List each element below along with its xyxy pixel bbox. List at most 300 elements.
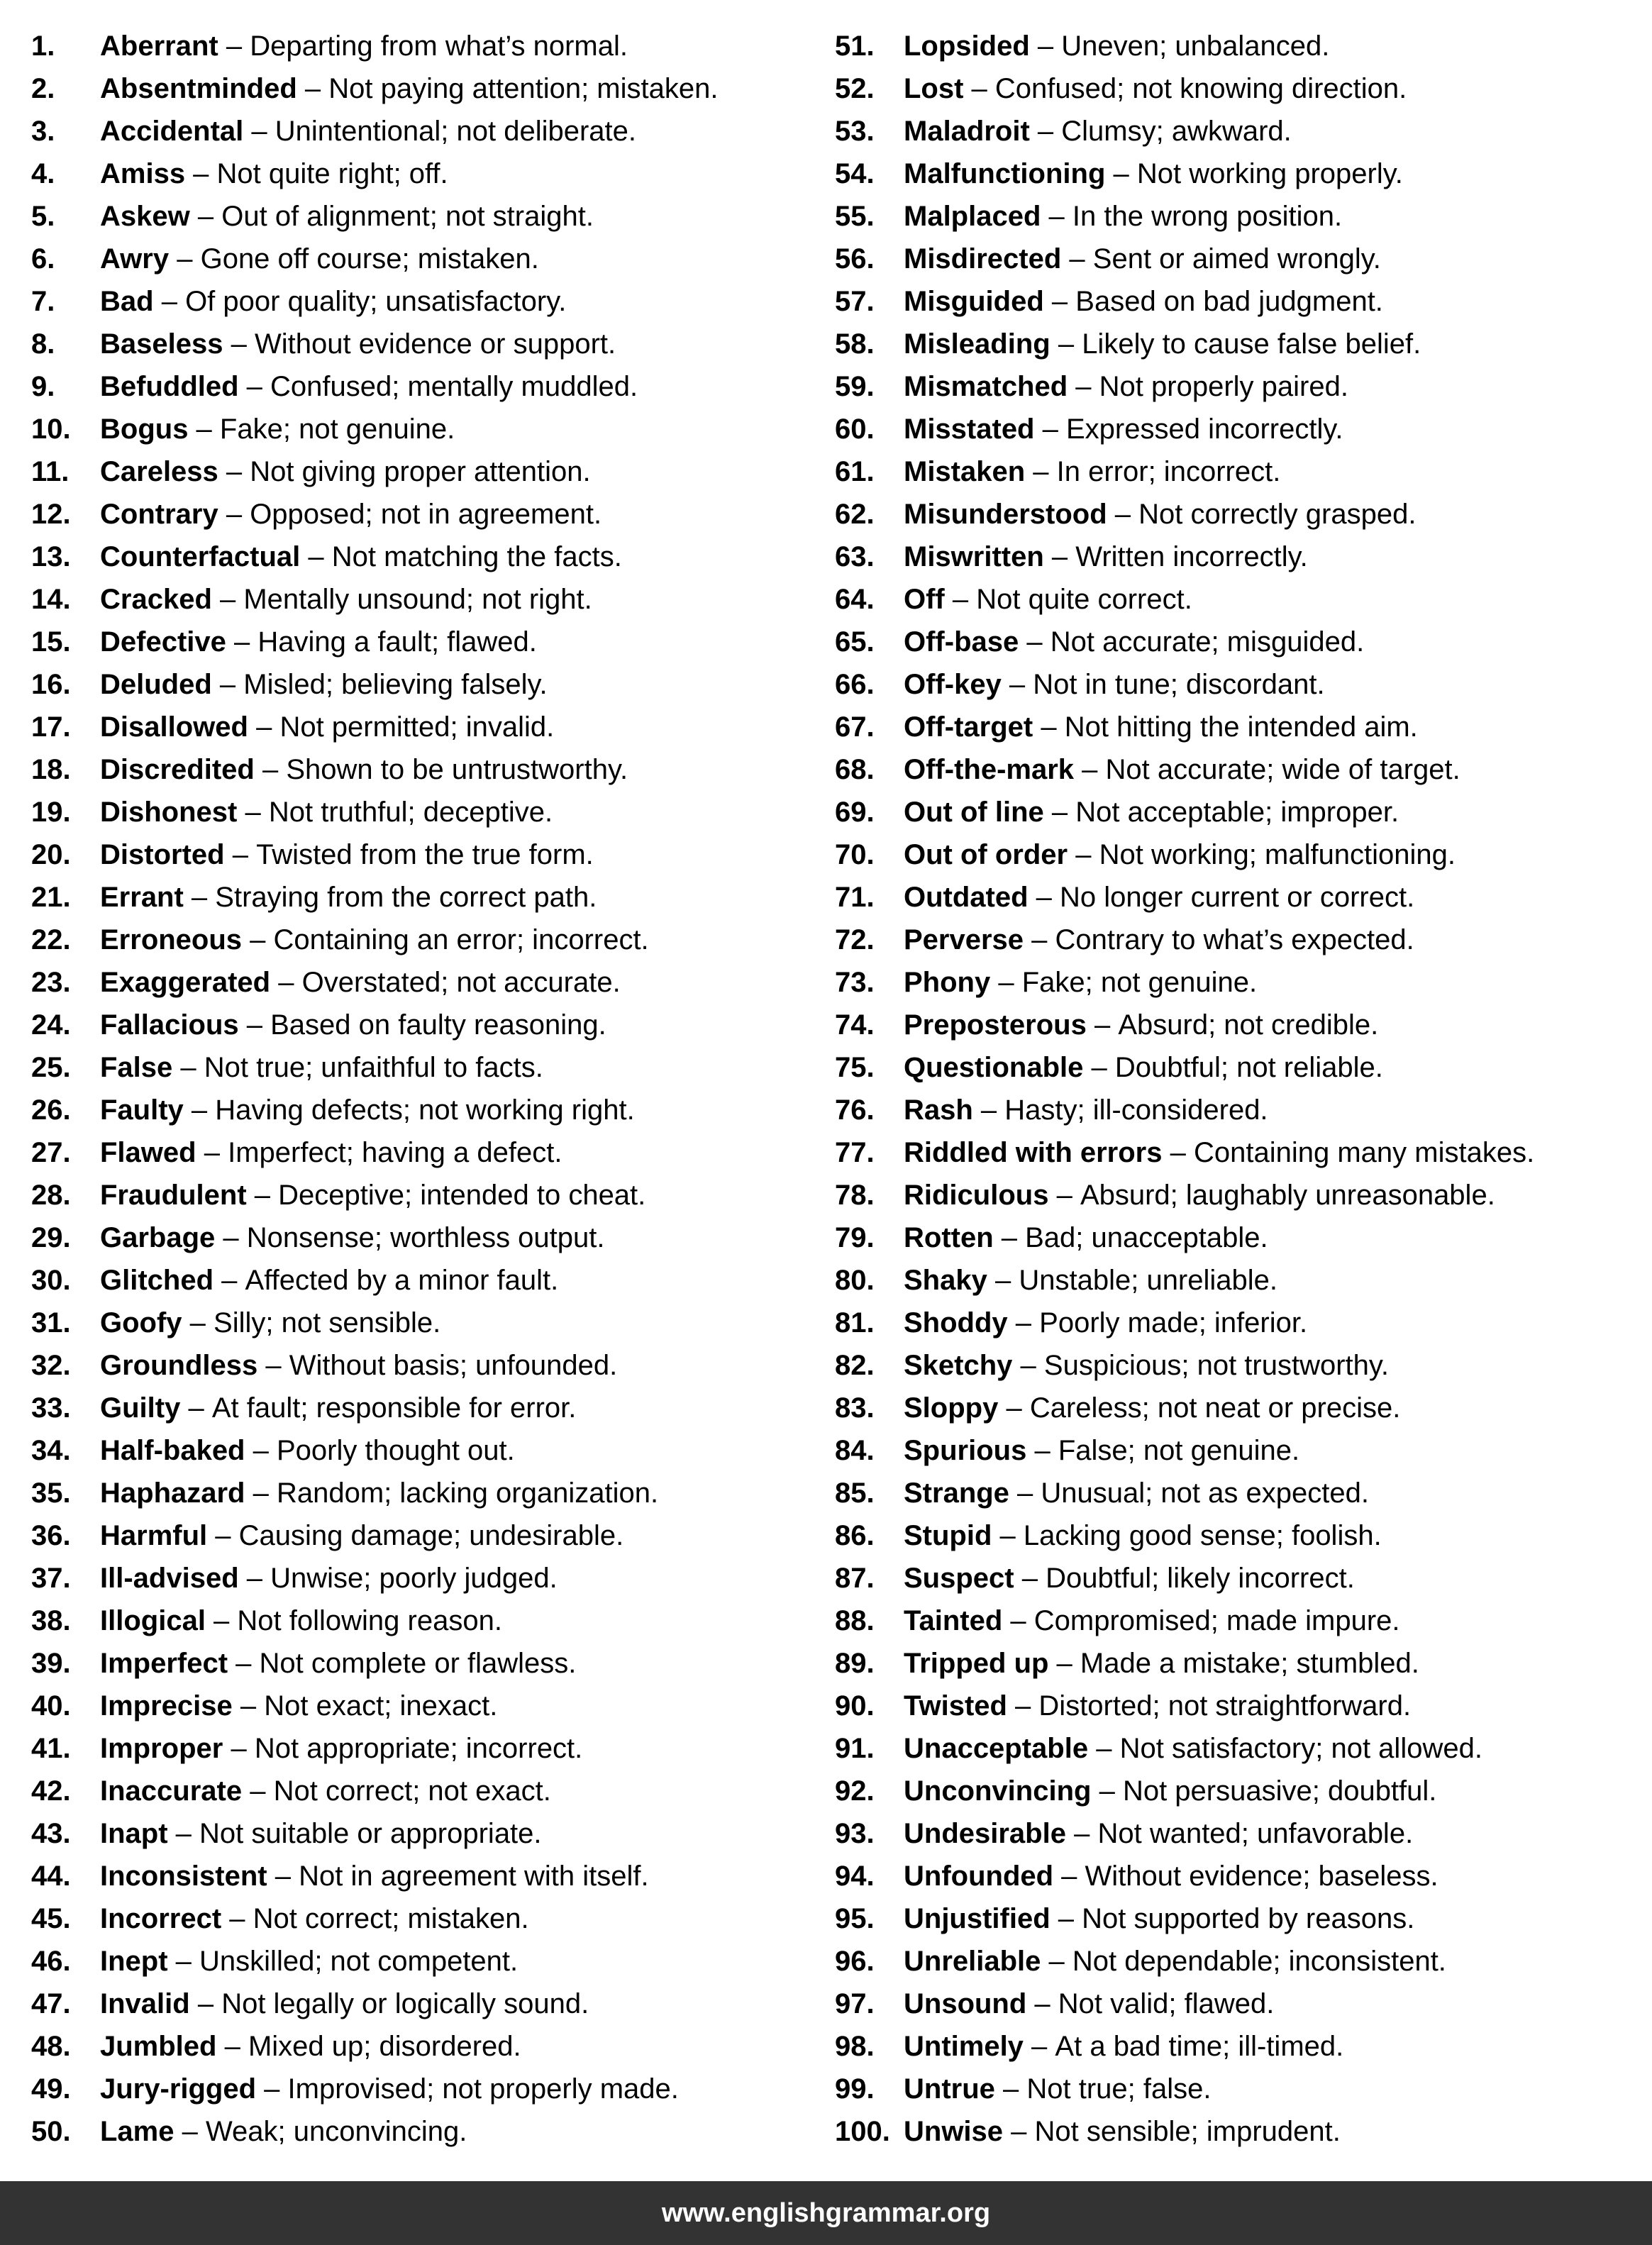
list-item [31,1219,819,1261]
item-word: Goofy [100,1307,182,1338]
item-word: Maladroit [904,116,1030,147]
item-number: 31. [31,1307,71,1338]
item-number: 20. [31,839,71,870]
item-word: Invalid [100,1988,190,2019]
list-item [835,112,1636,155]
list-item [31,1474,819,1517]
item-definition: Not valid; flawed. [1058,1988,1275,2019]
item-number: 32. [31,1350,71,1381]
item-separator: – [1091,1775,1123,1807]
list-item [31,1091,819,1133]
item-separator: – [218,31,250,62]
item-separator: – [189,1988,222,2019]
item-number: 75. [835,1052,875,1083]
item-number: 83. [835,1392,875,1424]
item-separator: – [1107,499,1139,530]
item-word: Unjustified [904,1903,1050,1934]
item-definition: Unwise; poorly judged. [270,1563,558,1594]
item-definition: Containing an error; incorrect. [273,924,649,955]
item-word: Faulty [100,1094,184,1126]
list-item [31,1602,819,1644]
item-number: 85. [835,1478,875,1509]
item-definition: Based on faulty reasoning. [270,1009,606,1041]
item-word: Ill-advised [100,1563,239,1594]
item-number: 42. [31,1775,71,1807]
item-word: Miswritten [904,541,1044,572]
item-word: Twisted [904,1690,1007,1722]
item-word: Improper [100,1733,223,1764]
item-number: 59. [835,371,875,402]
item-number: 79. [835,1222,875,1253]
item-number: 35. [31,1478,71,1509]
item-word: Off-key [904,669,1002,700]
item-separator: – [228,1648,260,1679]
item-definition: Careless; not neat or precise. [1029,1392,1401,1424]
item-definition: Poorly thought out. [276,1435,515,1466]
list-item [31,1389,819,1431]
item-definition: Imperfect; having a defect. [228,1137,562,1168]
item-separator: – [196,1137,228,1168]
item-definition: Departing from what’s normal. [250,31,628,62]
item-word: Amiss [100,158,186,189]
item-word: Sloppy [904,1392,999,1424]
footer-url[interactable]: www.englishgrammar.org [661,2197,991,2228]
item-separator: – [1041,1946,1072,1977]
item-word: Illogical [100,1605,206,1636]
item-separator: – [1023,2031,1055,2062]
list-item [31,1261,819,1304]
item-definition: No longer current or correct. [1060,882,1415,913]
item-separator: – [1043,286,1076,317]
item-number: 46. [31,1946,71,1977]
item-separator: – [1024,924,1055,955]
item-separator: – [1025,456,1057,487]
item-separator: – [238,371,271,402]
item-definition: Unintentional; not deliberate. [275,116,637,147]
item-number: 53. [835,116,875,147]
item-word: Dishonest [100,797,238,828]
item-number: 43. [31,1818,71,1849]
item-number: 37. [31,1563,71,1594]
item-separator: – [256,2073,288,2105]
item-definition: Not hitting the intended aim. [1064,711,1418,743]
list-item [835,1942,1636,1985]
list-item [835,27,1636,70]
item-definition: Distorted; not straightforward. [1038,1690,1412,1722]
item-separator: – [189,201,222,232]
item-definition: Not wanted; unfavorable. [1097,1818,1414,1849]
item-word: Mismatched [904,371,1068,402]
item-definition: Fake; not genuine. [219,414,455,445]
item-definition: Absurd; laughably unreasonable. [1080,1180,1495,1211]
list-item [835,921,1636,963]
item-definition: Not accurate; wide of target. [1105,754,1460,785]
item-number: 6. [31,243,55,275]
item-definition: Unstable; unreliable. [1019,1265,1278,1296]
item-definition: Not appropriate; incorrect. [254,1733,583,1764]
item-number: 78. [835,1180,875,1211]
item-number: 94. [835,1861,875,1892]
item-definition: Not exact; inexact. [264,1690,498,1722]
item-word: Untimely [904,2031,1024,2062]
item-separator: – [1048,1180,1080,1211]
item-definition: Not true; unfaithful to facts. [204,1052,543,1083]
item-separator: – [237,797,269,828]
item-word: Distorted [100,839,225,870]
item-separator: – [1014,1563,1046,1594]
item-separator: – [990,967,1022,998]
item-definition: Suspicious; not trustworthy. [1043,1350,1390,1381]
item-definition: Not working properly. [1136,158,1403,189]
item-definition: Absurd; not credible. [1118,1009,1379,1041]
list-item [31,1346,819,1389]
item-word: Off [904,584,945,615]
item-word: Bad [100,286,154,317]
item-definition: Without evidence; baseless. [1085,1861,1438,1892]
item-number: 16. [31,669,71,700]
list-item [31,1729,819,1772]
item-word: Off-the-mark [904,754,1075,785]
list-item [835,836,1636,878]
item-separator: – [153,286,186,317]
item-word: Malplaced [904,201,1041,232]
item-word: Unacceptable [904,1733,1089,1764]
item-word: Awry [100,243,170,275]
item-number: 29. [31,1222,71,1253]
list-item [31,282,819,325]
item-word: Inept [100,1946,168,1977]
item-number: 54. [835,158,875,189]
item-number: 88. [835,1605,875,1636]
list-item [835,453,1636,495]
list-item [31,665,819,708]
right-column [835,27,1636,2155]
list-item [835,1219,1636,1261]
list-item [31,1048,819,1091]
item-definition: Confused; mentally muddled. [270,371,638,402]
list-item [835,1474,1636,1517]
item-separator: – [1009,1478,1041,1509]
item-definition: Unskilled; not competent. [199,1946,519,1977]
item-separator: – [183,882,216,913]
item-number: 39. [31,1648,71,1679]
item-number: 38. [31,1605,71,1636]
list-item [835,1729,1636,1772]
list-item [835,1772,1636,1814]
item-separator: – [242,1775,274,1807]
item-definition: Lacking good sense; foolish. [1023,1520,1382,1551]
item-separator: – [238,1563,271,1594]
list-item [835,1644,1636,1687]
item-word: Phony [904,967,991,998]
item-number: 18. [31,754,71,785]
item-separator: – [1012,1350,1044,1381]
item-number: 82. [835,1350,875,1381]
item-number: 61. [835,456,875,487]
item-word: Aberrant [100,31,218,62]
item-separator: – [270,967,302,998]
item-number: 58. [835,328,875,360]
item-definition: Causing damage; undesirable. [238,1520,624,1551]
list-item [31,1644,819,1687]
item-word: Counterfactual [100,541,301,572]
item-separator: – [169,243,201,275]
item-word: Cracked [100,584,212,615]
item-separator: – [226,626,258,658]
item-separator: – [221,1903,253,1934]
item-word: Undesirable [904,1818,1066,1849]
item-definition: Not paying attention; mistaken. [328,73,719,104]
item-separator: – [267,1861,299,1892]
item-word: Jury-rigged [100,2073,257,2105]
item-separator: – [1083,1052,1115,1083]
item-separator: – [1088,1733,1120,1764]
footer-bar [0,2181,1652,2245]
list-item [835,410,1636,453]
item-word: Baseless [100,328,223,360]
left-column [31,27,819,2155]
item-separator: – [172,1052,204,1083]
item-separator: – [211,669,244,700]
list-item [835,1857,1636,1900]
item-number: 33. [31,1392,71,1424]
item-definition: Containing many mistakes. [1193,1137,1535,1168]
list-item [835,1133,1636,1176]
list-item [835,495,1636,538]
item-definition: Opposed; not in agreement. [250,499,602,530]
item-separator: – [224,839,257,870]
item-definition: Not legally or logically sound. [221,1988,589,2019]
item-separator: – [1003,2116,1035,2147]
list-item [835,538,1636,580]
item-number: 27. [31,1137,71,1168]
item-definition: At fault; responsible for error. [211,1392,577,1424]
list-item [31,155,819,197]
item-word: Misdirected [904,243,1062,275]
item-separator: – [223,328,255,360]
item-separator: – [300,541,332,572]
list-item [31,2112,819,2155]
item-definition: Doubtful; likely incorrect. [1046,1563,1355,1594]
list-item [835,1261,1636,1304]
item-word: Bogus [100,414,189,445]
item-separator: – [1034,414,1066,445]
item-definition: Not giving proper attention. [250,456,591,487]
item-definition: Overstated; not accurate. [301,967,621,998]
item-separator: – [992,1520,1024,1551]
item-definition: Having a fault; flawed. [257,626,537,658]
item-number: 55. [835,201,875,232]
item-definition: Expressed incorrectly. [1065,414,1343,445]
list-item [31,878,819,921]
item-number: 24. [31,1009,71,1041]
item-definition: Uneven; unbalanced. [1061,31,1330,62]
item-separator: – [1028,882,1060,913]
item-separator: – [1043,797,1076,828]
item-word: Questionable [904,1052,1084,1083]
item-separator: – [1019,626,1050,658]
list-item [835,623,1636,665]
item-word: Imperfect [100,1648,228,1679]
item-separator: – [167,1946,200,1977]
item-definition: Mentally unsound; not right. [243,584,592,615]
list-item [31,963,819,1006]
item-number: 15. [31,626,71,658]
item-definition: Not sensible; imprudent. [1034,2116,1341,2147]
item-word: Spurious [904,1435,1027,1466]
item-number: 11. [31,456,70,487]
item-definition: Silly; not sensible. [214,1307,441,1338]
item-separator: – [1068,371,1099,402]
item-definition: Unusual; not as expected. [1041,1478,1369,1509]
list-item [31,1857,819,1900]
item-definition: Not permitted; invalid. [279,711,555,743]
item-number: 66. [835,669,875,700]
list-item [31,2027,819,2070]
item-separator: – [243,116,275,147]
item-number: 93. [835,1818,875,1849]
item-separator: – [296,73,329,104]
list-item [835,793,1636,836]
item-word: Malfunctioning [904,158,1106,189]
item-separator: – [174,2116,206,2147]
item-number: 2. [31,73,55,104]
item-word: Unwise [904,2116,1004,2147]
item-number: 21. [31,882,71,913]
item-definition: Not properly paired. [1099,371,1348,402]
item-definition: Not quite right; off. [216,158,448,189]
list-item [835,750,1636,793]
item-definition: Straying from the correct path. [215,882,597,913]
item-separator: – [1026,1988,1058,2019]
item-number: 34. [31,1435,71,1466]
list-item [835,282,1636,325]
item-definition: Not persuasive; doubtful. [1122,1775,1437,1807]
list-item [31,538,819,580]
item-separator: – [987,1265,1019,1296]
item-separator: – [1026,1435,1058,1466]
item-number: 90. [835,1690,875,1722]
list-item [835,1900,1636,1942]
item-number: 81. [835,1307,875,1338]
item-definition: Compromised; made impure. [1033,1605,1400,1636]
list-item [835,1389,1636,1431]
list-item [31,27,819,70]
item-definition: Bad; unacceptable. [1025,1222,1268,1253]
item-number: 22. [31,924,71,955]
list-item [31,623,819,665]
item-definition: Improvised; not properly made. [287,2073,679,2105]
item-separator: – [218,499,250,530]
item-number: 5. [31,201,55,232]
item-separator: – [248,711,280,743]
item-separator: – [1033,711,1065,743]
item-number: 98. [835,2031,875,2062]
item-number: 26. [31,1094,71,1126]
item-word: Unreliable [904,1946,1041,1977]
item-separator: – [257,1350,289,1381]
item-word: Half-baked [100,1435,245,1466]
item-separator: – [1043,541,1076,572]
list-item [31,1942,819,1985]
item-definition: Not correctly grasped. [1138,499,1417,530]
list-item [835,2070,1636,2112]
list-item [835,2112,1636,2155]
item-number: 76. [835,1094,875,1126]
item-separator: – [214,1265,245,1296]
item-separator: – [1162,1137,1194,1168]
item-separator: – [254,754,287,785]
item-word: Lost [904,73,964,104]
list-item [31,1687,819,1729]
item-word: Erroneous [100,924,243,955]
item-number: 100. [835,2116,890,2147]
item-word: Contrary [100,499,218,530]
list-item [31,1559,819,1602]
item-separator: – [1053,1861,1085,1892]
item-word: Suspect [904,1563,1014,1594]
list-item [835,1431,1636,1474]
item-separator: – [1086,1009,1119,1041]
item-number: 64. [835,584,875,615]
item-separator: – [993,1222,1026,1253]
item-separator: – [216,2031,248,2062]
item-separator: – [242,924,274,955]
item-separator: – [1001,669,1033,700]
item-separator: – [183,1094,216,1126]
item-definition: Sent or aimed wrongly. [1092,243,1381,275]
item-definition: At a bad time; ill-timed. [1055,2031,1344,2062]
item-word: Flawed [100,1137,196,1168]
item-definition: Not working; malfunctioning. [1099,839,1456,870]
item-number: 80. [835,1265,875,1296]
item-number: 48. [31,2031,71,2062]
item-separator: – [1105,158,1137,189]
item-number: 40. [31,1690,71,1722]
item-definition: Not quite correct. [976,584,1192,615]
item-definition: Of poor quality; unsatisfactory. [185,286,567,317]
item-definition: Fake; not genuine. [1021,967,1258,998]
item-definition: Clumsy; awkward. [1061,116,1292,147]
item-definition: Misled; believing falsely. [243,669,548,700]
item-number: 52. [835,73,875,104]
item-word: Inconsistent [100,1861,267,1892]
item-word: Fallacious [100,1009,239,1041]
item-word: Rotten [904,1222,994,1253]
item-word: Unconvincing [904,1775,1092,1807]
item-definition: In the wrong position. [1072,201,1343,232]
item-word: Careless [100,456,218,487]
list-item [31,921,819,963]
item-separator: – [167,1818,200,1849]
item-number: 7. [31,286,55,317]
item-word: Absentminded [100,73,297,104]
item-definition: False; not genuine. [1058,1435,1300,1466]
item-number: 91. [835,1733,875,1764]
item-definition: Not accurate; misguided. [1050,626,1365,658]
item-definition: Not truthful; deceptive. [268,797,553,828]
list-item [835,963,1636,1006]
item-number: 70. [835,839,875,870]
list-item [835,367,1636,410]
list-item [31,836,819,878]
item-number: 36. [31,1520,71,1551]
item-word: Inapt [100,1818,168,1849]
item-word: Outdated [904,882,1029,913]
item-word: Haphazard [100,1478,245,1509]
list-item [31,325,819,367]
item-number: 99. [835,2073,875,2105]
